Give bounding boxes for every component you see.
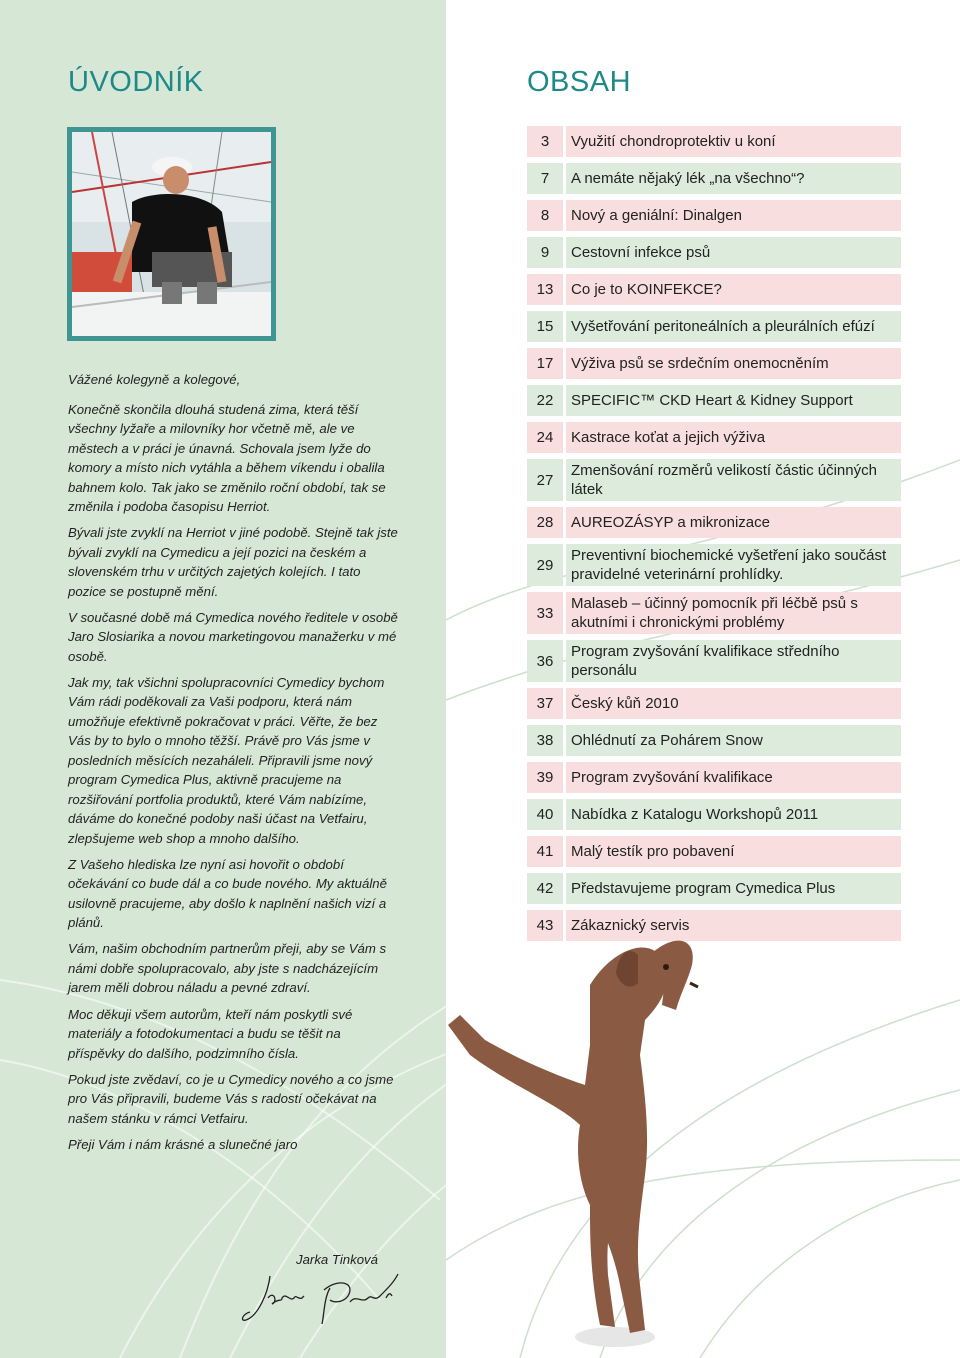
- toc-entry[interactable]: [527, 507, 901, 538]
- toc-title: Nový a geniální: Dinalgen: [566, 200, 901, 231]
- toc-entry[interactable]: [527, 348, 901, 379]
- toc-entry[interactable]: [527, 640, 901, 682]
- toc-title: A nemáte nějaký lék „na všechno“?: [566, 163, 901, 194]
- toc-page-number: 29: [527, 544, 563, 586]
- editorial-paragraph: Moc děkuji všem autorům, kteří nám poskytli své materiály a fotodokumentaci a budu se těšit na příspěvky do dalšího, podzimního čísla.: [68, 1006, 353, 1061]
- toc-title: Program zvyšování kvalifikace středního personálu: [566, 640, 901, 682]
- toc-title: AUREOZÁSYP a mikronizace: [566, 507, 901, 538]
- author-photo: [72, 132, 271, 336]
- toc-entry[interactable]: [527, 688, 901, 719]
- toc-title: Využití chondroprotektiv u koní: [566, 126, 901, 157]
- toc-title: Cestovní infekce psů: [566, 237, 901, 268]
- toc-page-number: 15: [527, 311, 563, 342]
- toc-page-number: 33: [527, 592, 563, 634]
- toc-page-number: 42: [527, 873, 563, 904]
- toc-entry[interactable]: [527, 544, 901, 586]
- toc-page-number: 41: [527, 836, 563, 867]
- toc-entry[interactable]: [527, 459, 901, 501]
- toc-entry[interactable]: [527, 274, 901, 305]
- toc-entry[interactable]: [527, 836, 901, 867]
- editorial-text: [68, 370, 398, 1161]
- editorial-paragraph: Pokud jste zvědaví, co je u Cymedicy nového a co jsme pro Vás připravili, budeme Vás s radostí očekávat na našem stánku v rámci Vetfairu.: [68, 1071, 394, 1126]
- handwritten-signature: [238, 1268, 408, 1328]
- editorial-paragraph: Jak my, tak všichni spolupracovníci Cymedicy bychom Vám rádi poděkovali za Vaši podporu, která nám umožňuje efektivně pokračovat v práci. Věřte, že bez Vás by to bylo o mnoho těžší. Právě pro Vás jsme v posledních měsících nezaháleli. Připravili jsme nový program Cymedica Plus, aktivně pracujeme na rozšiřování portfolia produktů, které Vám nabízíme, dáváme do konečné podoby naši účast na Vetfairu, zlepšujeme web shop a mnoho dalšího.: [68, 674, 385, 846]
- toc-entry[interactable]: [527, 762, 901, 793]
- toc-title: Co je to KOINFEKCE?: [566, 274, 901, 305]
- toc-page-number: 27: [527, 459, 563, 501]
- toc-entry[interactable]: [527, 725, 901, 756]
- editorial-paragraph: V současné době má Cymedica nového ředitele v osobě Jaro Slosiarika a novou marketingovou manažerku v mé osobě.: [68, 609, 398, 664]
- toc-title: Představujeme program Cymedica Plus: [566, 873, 901, 904]
- toc-page-number: 3: [527, 126, 563, 157]
- toc-title: Kastrace koťat a jejich výživa: [566, 422, 901, 453]
- toc-entry[interactable]: [527, 422, 901, 453]
- toc-entry[interactable]: [527, 237, 901, 268]
- toc-entry[interactable]: [527, 385, 901, 416]
- toc-entry[interactable]: [527, 799, 901, 830]
- toc-entry[interactable]: [527, 200, 901, 231]
- editorial-paragraph: Konečně skončila dlouhá studená zima, která těší všechny lyžaře a milovníky hor včetně mě, ale ve městech a v práci je únavná. Schovala jsem lyže do komory a místo nich vytáhla a během víkendu i obalila bahnem kolo. Tak jako se změnilo roční období, tak se změnila i podoba časopisu Herriot.: [68, 401, 386, 514]
- toc-title: Výživa psů se srdečním onemocněním: [566, 348, 901, 379]
- toc-title: Český kůň 2010: [566, 688, 901, 719]
- toc-page-number: 36: [527, 640, 563, 682]
- toc-page-number: 37: [527, 688, 563, 719]
- toc-page-number: 38: [527, 725, 563, 756]
- toc-entry[interactable]: [527, 311, 901, 342]
- signature-name: Jarka Tinková: [296, 1252, 378, 1267]
- editorial-paragraph: Bývali jste zvyklí na Herriot v jiné podobě. Stejně tak jste bývali zvyklí na Cymedicu a její pozici na českém a slovenském trhu v určitých zajetých kolejích. I tato pozice se postupně mění.: [68, 525, 398, 599]
- dog-illustration: [440, 925, 700, 1355]
- editorial-paragraph: Přeji Vám i nám krásné a slunečné jaro: [68, 1136, 298, 1152]
- toc-entry[interactable]: [527, 163, 901, 194]
- toc-title: Program zvyšování kvalifikace: [566, 762, 901, 793]
- editorial-greeting: Vážené kolegyně a kolegové,: [68, 372, 241, 387]
- toc-title: Nabídka z Katalogu Workshopů 2011: [566, 799, 901, 830]
- toc-page-number: 43: [527, 910, 563, 941]
- author-photo-frame: [67, 127, 276, 341]
- toc-page-number: 24: [527, 422, 563, 453]
- toc-entry[interactable]: [527, 592, 901, 634]
- editorial-paragraph: Z Vašeho hlediska lze nyní asi hovořit o období očekávání co bude dál a co bude nového. My aktuálně usilovně pracujeme, aby došlo k naplnění našich vizí a plánů.: [68, 856, 387, 931]
- toc-page-number: 39: [527, 762, 563, 793]
- toc-title: Vyšetřování peritoneálních a pleurálních efúzí: [566, 311, 901, 342]
- toc-page-number: 13: [527, 274, 563, 305]
- toc-page-number: 8: [527, 200, 563, 231]
- toc-title: Preventivní biochemické vyšetření jako součást pravidelné veterinární prohlídky.: [566, 544, 901, 586]
- toc-title: Zákaznický servis: [566, 910, 901, 941]
- toc-title: Zmenšování rozměrů velikostí částic účinných látek: [566, 459, 901, 501]
- toc-page-number: 22: [527, 385, 563, 416]
- toc-title: Malý testík pro pobavení: [566, 836, 901, 867]
- editorial-heading: ÚVODNÍK: [68, 66, 204, 98]
- toc-page-number: 17: [527, 348, 563, 379]
- toc-page-number: 28: [527, 507, 563, 538]
- toc-title: Malaseb – účinný pomocník při léčbě psů s akutními i chronickými problémy: [566, 592, 901, 634]
- toc-entry[interactable]: [527, 873, 901, 904]
- toc-entry[interactable]: [527, 126, 901, 157]
- editorial-paragraph: Vám, našim obchodním partnerům přeji, aby se Vám s námi dobře spolupracovalo, aby jste s nadcházejícím jarem měli dobrou náladu a pevné zdraví.: [68, 941, 387, 996]
- toc-page-number: 9: [527, 237, 563, 268]
- contents-heading: OBSAH: [527, 66, 632, 98]
- toc-page-number: 40: [527, 799, 563, 830]
- toc-title: SPECIFIC™ CKD Heart & Kidney Support: [566, 385, 901, 416]
- toc-page-number: 7: [527, 163, 563, 194]
- toc-title: Ohlédnutí za Pohárem Snow: [566, 725, 901, 756]
- table-of-contents: [527, 126, 901, 947]
